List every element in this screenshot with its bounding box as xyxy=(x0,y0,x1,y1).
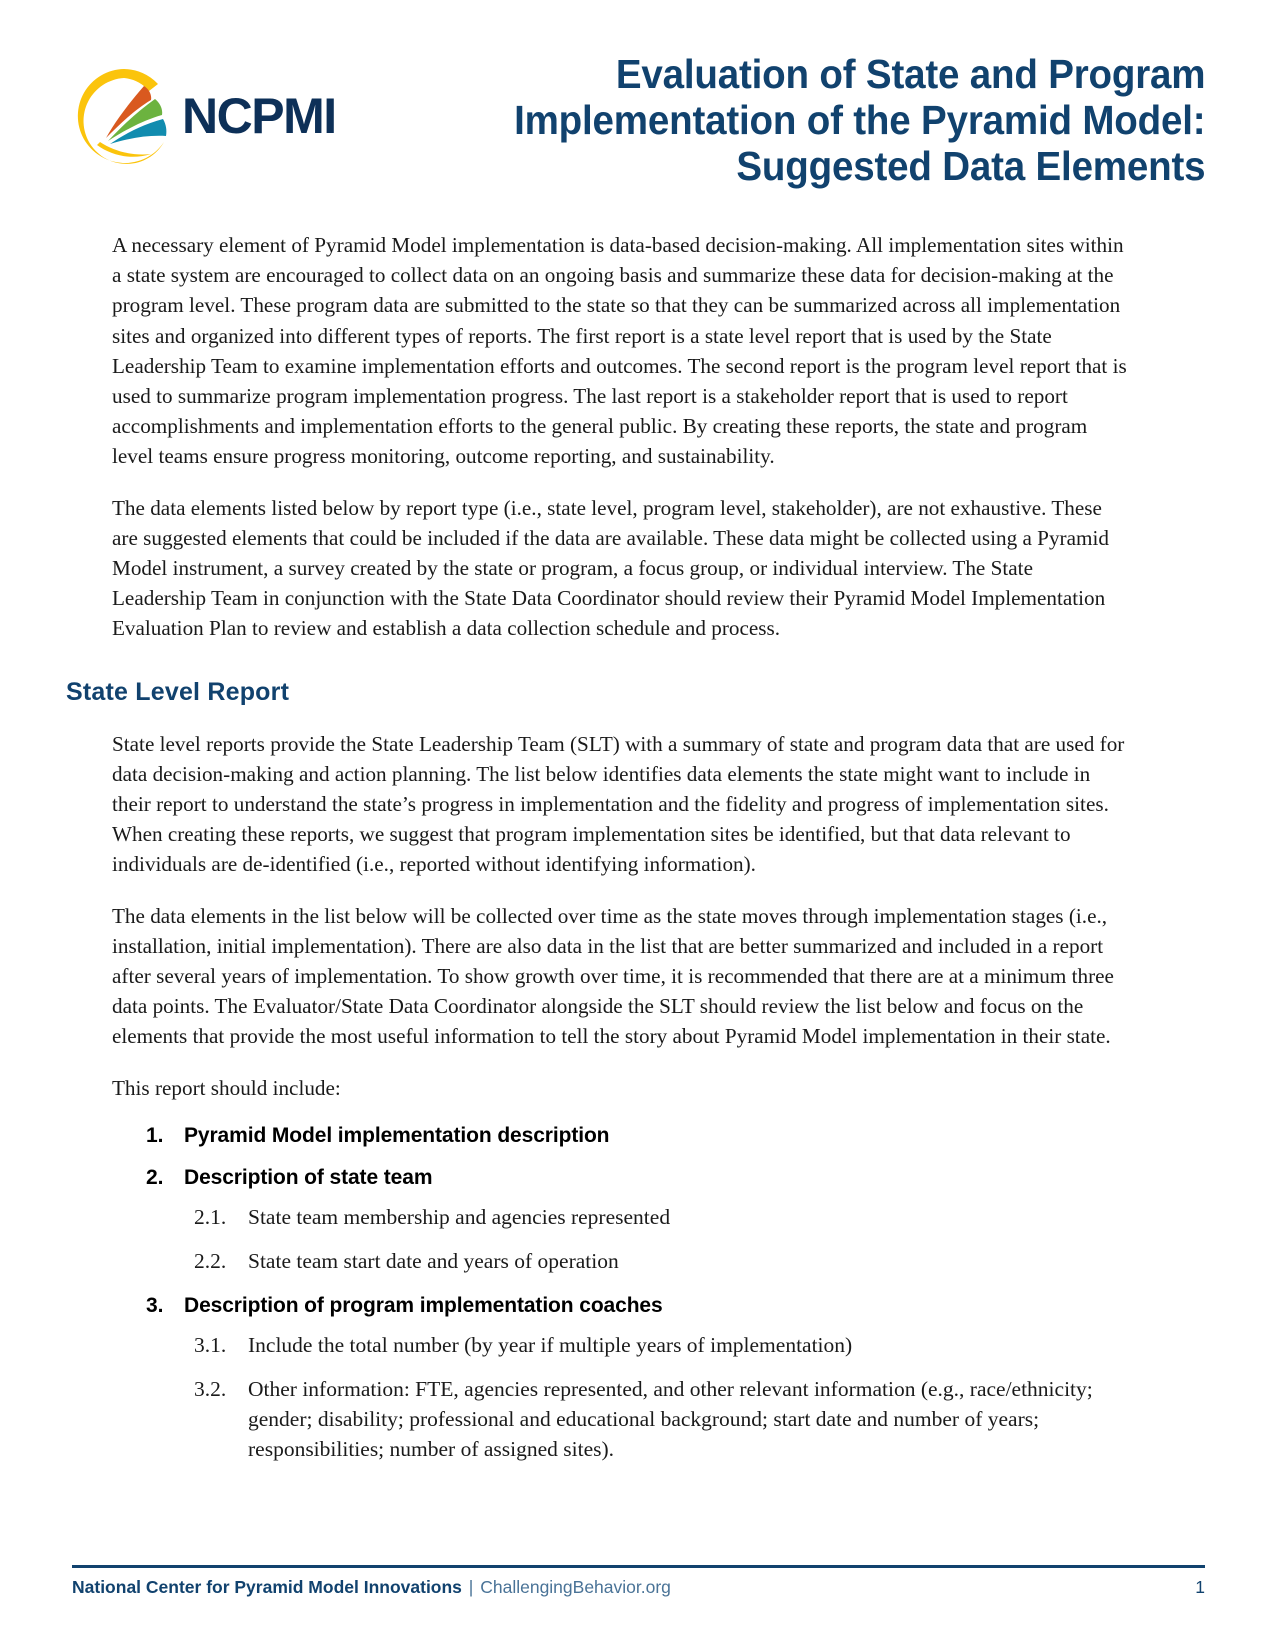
sublist xyxy=(112,1202,1147,1276)
sublist-item xyxy=(112,1330,1147,1360)
sublist-item-number: 2.2. xyxy=(194,1248,227,1273)
page-footer xyxy=(72,1565,1205,1598)
ncpmi-logo xyxy=(72,64,336,168)
page-title-line-1: Evaluation of State and Program xyxy=(615,51,1205,97)
list-item-label: Description of state team xyxy=(184,1165,433,1189)
section-paragraph-2: The data elements in the list below will be collected over time as the state moves through implementation stages (i.e., installation, initial implementation). There are also data in the list that are better summarized and included in a report after several years of implementation. To show growth over time, it is recommended that there are at a minimum three data points. The Evaluator/State Data Coordinator alongside the SLT should review the list below and focus on the elements that provide the most useful information to tell the story about Pyramid Model implementation in their state. xyxy=(112,903,1114,1049)
list-item-row xyxy=(112,1166,1147,1190)
sublist-item xyxy=(112,1374,1147,1464)
sublist-item-number: 3.2. xyxy=(194,1376,227,1401)
list-item-number: 3. xyxy=(146,1293,164,1317)
section-heading-state-level-report: State Level Report xyxy=(66,677,290,706)
intro-paragraph-1: A necessary element of Pyramid Model implementation is data-based decision-making. All implementation sites within a state system are encouraged to collect data on an ongoing basis and summarize these data for decision-making at the program level. These program data are submitted to the state so that they can be summarized across all implementation sites and organized into different types of reports. The first report is a state level report that is used by the State Leadership Team to examine implementation efforts and outcomes. The second report is the program level report that is used to summarize program implementation progress. The last report is a stakeholder report that is used to report accomplishments and implementation efforts to the general public. By creating these reports, the state and program level teams ensure progress monitoring, outcome reporting, and sustainability. xyxy=(112,233,1127,469)
logo-wordmark: NCPMI xyxy=(182,88,336,144)
list-item-row xyxy=(112,1294,1147,1318)
footer-organization-name: National Center for Pyramid Model Innovations xyxy=(72,1577,462,1597)
list-item xyxy=(112,1294,1147,1464)
list-item-row xyxy=(112,1124,1147,1148)
footer-attribution xyxy=(72,1577,671,1598)
sublist-item xyxy=(112,1246,1147,1276)
data-elements-list xyxy=(112,1124,1147,1464)
sublist-item-label: Other information: FTE, agencies represented, and other relevant information (e.g., race/ethnicity; gender; disability; professional and educational background; start date and number of years; responsibilities; number of assigned sites). xyxy=(248,1376,1093,1461)
section-lead-in: This report should include: xyxy=(112,1075,341,1100)
document-body xyxy=(0,230,1275,1464)
footer-separator: | xyxy=(468,1577,474,1597)
page-title xyxy=(336,48,1205,190)
sublist-item xyxy=(112,1202,1147,1232)
ncpmi-swoosh-logo-icon xyxy=(72,64,176,168)
page-title-line-2: Implementation of the Pyramid Model: xyxy=(513,96,1205,143)
list-item xyxy=(112,1124,1147,1148)
sublist-item-number: 2.1. xyxy=(194,1204,227,1229)
list-item-label: Description of program implementation coaches xyxy=(184,1293,663,1317)
sublist-item-label: Include the total number (by year if multiple years of implementation) xyxy=(248,1332,853,1357)
footer-website-link[interactable]: ChallengingBehavior.org xyxy=(480,1577,671,1597)
sublist-item-number: 3.1. xyxy=(194,1332,227,1357)
page-title-line-3: Suggested Data Elements xyxy=(735,142,1205,189)
list-item-number: 2. xyxy=(146,1165,164,1189)
list-item-number: 1. xyxy=(146,1123,164,1147)
page-header xyxy=(0,0,1275,230)
footer-row xyxy=(72,1577,1205,1598)
list-item xyxy=(112,1166,1147,1276)
sublist-item-label: State team start date and years of operation xyxy=(248,1248,619,1273)
sublist xyxy=(112,1330,1147,1464)
page-number: 1 xyxy=(1195,1577,1205,1597)
intro-paragraph-2: The data elements listed below by report type (i.e., state level, program level, stakeholder), are not exhaustive. These are suggested elements that could be included if the data are available. These data might be collected using a Pyramid Model instrument, a survey created by the state or program, a focus group, or individual interview. The State Leadership Team in conjunction with the State Data Coordinator should review their Pyramid Model Implementation Evaluation Plan to review and establish a data collection schedule and process. xyxy=(112,495,1109,641)
sublist-item-label: State team membership and agencies represented xyxy=(248,1204,671,1229)
list-item-label: Pyramid Model implementation description xyxy=(184,1123,610,1147)
footer-divider xyxy=(72,1565,1205,1568)
section-paragraph-1: State level reports provide the State Leadership Team (SLT) with a summary of state and program data that are used for data decision-making and action planning. The list below identifies data elements the state might want to include in their report to understand the state’s progress in implementation and the fidelity and progress of implementation sites. When creating these reports, we suggest that program implementation sites be identified, but that data relevant to individuals are de-identified (i.e., reported without identifying information). xyxy=(112,731,1125,877)
